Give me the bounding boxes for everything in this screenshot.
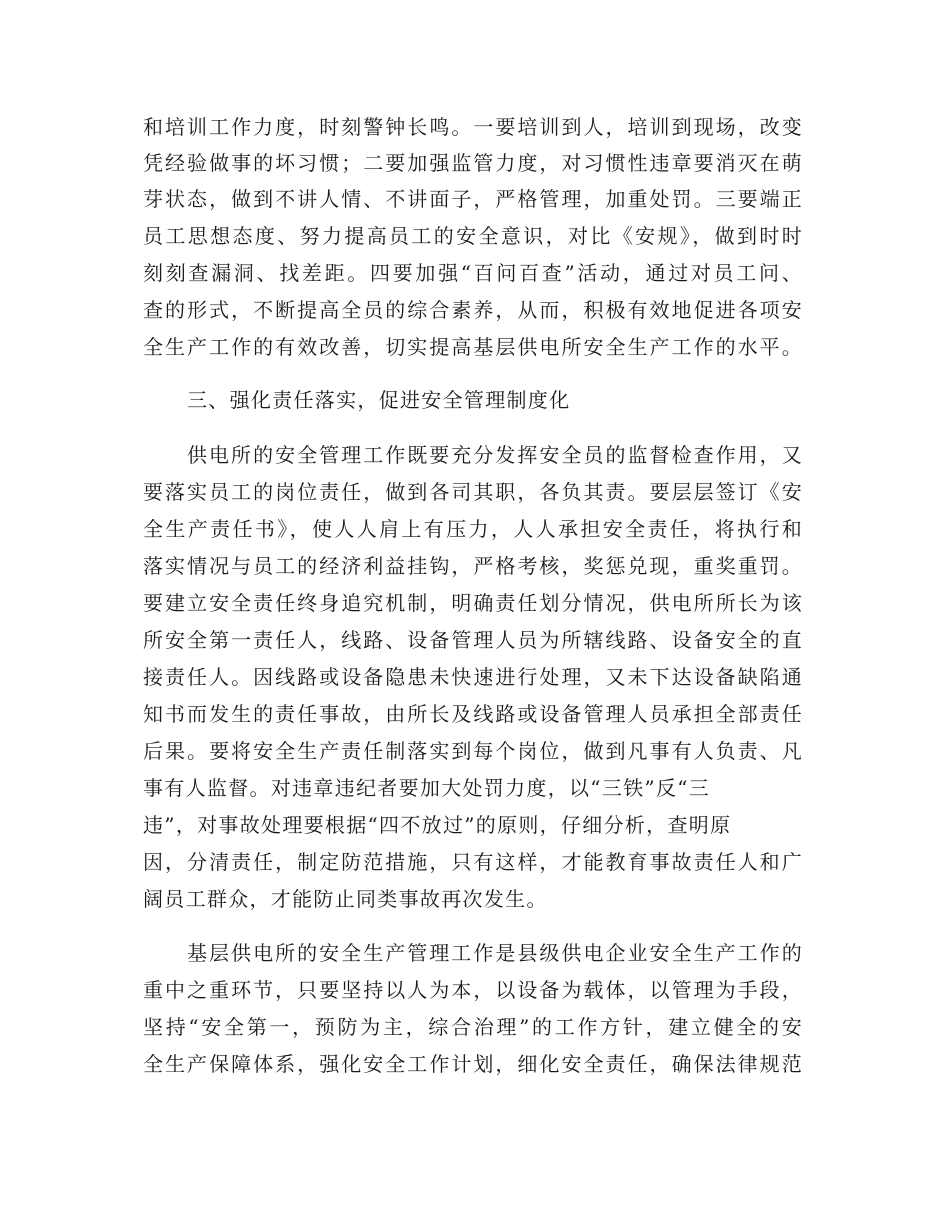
text-line: 后果。要将安全生产责任制落实到每个岗位，做到凡事有人负责、凡 [143,739,803,763]
text-line: 因，分清责任，制定防范措施，只有这样，才能教育事故责任人和广 [143,850,803,874]
text-line: 要建立安全责任终身追究机制，明确责任划分情况，供电所所长为该 [143,591,803,615]
text-line: 知书而发生的责任事故，由所长及线路或设备管理人员承担全部责任 [143,702,803,726]
text-line: 接责任人。因线路或设备隐患未快速进行处理，又未下达设备缺陷通 [143,665,803,689]
text-line: 要落实员工的岗位责任，做到各司其职，各负其责。要层层签订《安 [143,480,803,504]
text-line: 凭经验做事的坏习惯；二要加强监管力度，对习惯性违章要消灭在萌 [143,151,803,175]
text-line: 全生产责任书》，使人人肩上有压力，人人承担安全责任，将执行和 [143,517,803,541]
text-line: 所安全第一责任人，线路、设备管理人员为所辖线路、设备安全的直 [143,628,803,652]
text-line: 芽状态，做到不讲人情、不讲面子，严格管理，加重处罚。三要端正 [143,187,803,211]
text-line: 事有人监督。对违章违纪者要加大处罚力度，以“三铁”反“三 [143,776,711,800]
text-line: 阔员工群众，才能防止同类事故再次发生。 [143,887,548,911]
section-heading: 三、强化责任落实，促进安全管理制度化 [187,388,571,412]
text-line: 重中之重环节，只要坚持以人为本，以设备为载体，以管理为手段， [143,978,803,1002]
text-line: 查的形式，不断提高全员的综合素养，从而，积极有效地促进各项安 [143,298,803,322]
text-line: 全生产工作的有效改善，切实提高基层供电所安全生产工作的水平。 [143,335,803,359]
text-line: 供电所的安全管理工作既要充分发挥安全员的监督检查作用，又 [187,443,803,467]
text-line: 落实情况与员工的经济利益挂钩，严格考核，奖惩兑现，重奖重罚。 [143,554,803,578]
text-line: 坚持“安全第一，预防为主，综合治理”的工作方针，建立健全的安 [143,1015,803,1039]
text-line: 全生产保障体系，强化安全工作计划，细化安全责任，确保法律规范 [143,1052,803,1076]
text-line: 员工思想态度、努力提高员工的安全意识，对比《安规》，做到时时 [143,224,803,248]
text-line: 刻刻查漏洞、找差距。四要加强“百问百查”活动，通过对员工问、 [143,261,803,285]
text-line: 违”，对事故处理要根据“四不放过”的原则，仔细分析，查明原 [143,813,732,837]
text-line: 基层供电所的安全生产管理工作是县级供电企业安全生产工作的 [187,941,803,965]
text-line: 和培训工作力度，时刻警钟长鸣。一要培训到人，培训到现场，改变 [143,115,803,139]
